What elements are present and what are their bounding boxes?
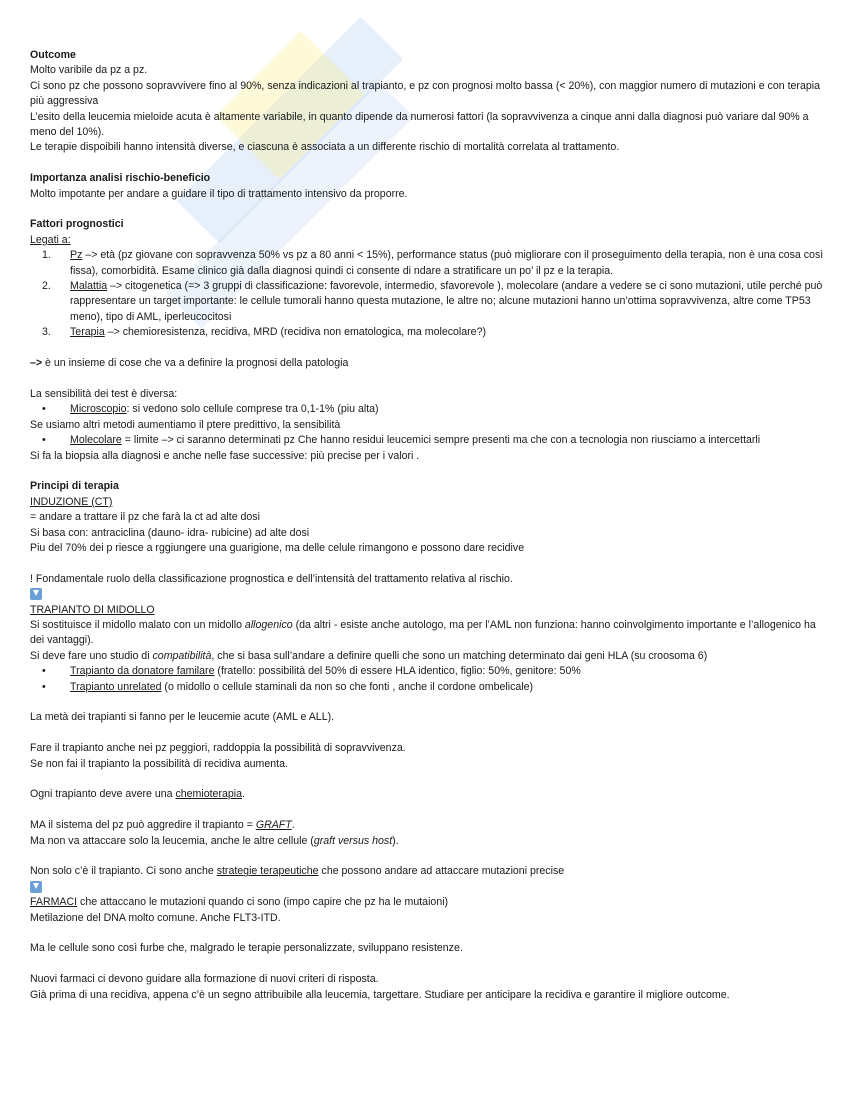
paragraph: Se non fai il trapianto la possibilità di recidiva aumenta. — [30, 757, 288, 770]
list-item: • Trapianto da donatore familare (fratello: possibilità del 50% di essere HLA identico, figlio: 50%, genitore: 50% — [42, 665, 581, 678]
paragraph: La metà dei trapianti si fanno per le leucemie acute (AML e ALL). — [30, 711, 335, 724]
paragraph: Molto varibile da pz a pz. — [30, 64, 148, 77]
document-page — [30, 48, 825, 1003]
bullet-list — [30, 402, 825, 417]
paragraph: Ma non va attaccare solo la leucemia, anche le altre cellule (graft versus host). — [30, 834, 399, 847]
paragraph: Ogni trapianto deve avere una chemioterapia. — [30, 788, 245, 801]
paragraph: Ma le cellule sono così furbe che, malgrado le terapie personalizzate, sviluppano resistenze. — [30, 942, 463, 955]
paragraph: –> è un insieme di cose che va a definire la prognosi della patologia — [30, 357, 349, 370]
list-item: 3. Terapia –> chemioresistenza, recidiva, MRD (recidiva non ematologica, ma molecolare?) — [42, 326, 486, 339]
paragraph: Già prima di una recidiva, appena c’è un segno attribuibile alla leucemia, targettare. Studiare per anticipare la recidiva e garantire il migliore outcome. — [30, 988, 730, 1001]
heading-outcome: Outcome — [30, 49, 76, 61]
list-item: • Molecolare = limite –> ci saranno determinati pz Che hanno residui leucemici sempre presenti ma che con a tecnologia non riusciamo a intercettarli — [42, 434, 761, 447]
prognostic-list — [30, 248, 825, 340]
term: Pz — [70, 249, 83, 262]
heading-risk-benefit: Importanza analisi rischio-beneficio — [30, 172, 211, 185]
paragraph: La sensibilità dei test è diversa: — [30, 387, 178, 400]
term: Terapia — [70, 326, 105, 339]
paragraph: Non solo c’è il trapianto. Ci sono anche strategie terapeutiche che possono andare ad attaccare mutazioni precise — [30, 865, 565, 878]
paragraph: Nuovi farmaci ci devono guidare alla formazione di nuovi criteri di risposta. — [30, 973, 379, 986]
down-arrow-icon — [30, 588, 42, 600]
paragraph: Piu del 70% dei p riesce a rggiungere una guarigione, ma delle celule rimangono e possono dare recidive — [30, 541, 525, 554]
paragraph: Ci sono pz che possono sopravvivere fino al 90%, senza indicazioni al trapianto, e pz con prognosi molto bassa (< 20%), con maggior numero di mutazioni e con terapia più aggressiva — [30, 79, 820, 108]
paragraph: ! Fondamentale ruolo della classificazione prognostica e dell’intensità del trattamento relativa al rischio. — [30, 572, 513, 585]
paragraph: Se usiamo altri metodi aumentiamo il ptere predittivo, la sensibilità — [30, 418, 341, 431]
paragraph: Si basa con: antraciclina (dauno- idra- rubicine) ad alte dosi — [30, 526, 310, 539]
heading-therapy-principles: Principi di terapia — [30, 480, 119, 493]
paragraph: Si fa la biopsia alla diagnosi e anche nelle fase successive: più precise per i valori . — [30, 449, 420, 462]
paragraph: FARMACI che attaccano le mutazioni quando ci sono (impo capire che pz ha le mutaioni) — [30, 896, 449, 909]
list-item: • Trapianto unrelated (o midollo o cellule staminali da non so che fonti , anche il cordone ombelicale) — [42, 680, 534, 693]
list-item: 1. Pz –> età (pz giovane con sopravvenza 50% vs pz a 80 anni < 15%), performance status (può migliorare con il proseguimento della terapia, non è una cosa così fissa), comorbidità. Esame clinico già dalla diagnosi quindi ci consente di ndare a stratificare un po’ il pz e la terapia. — [42, 249, 824, 277]
paragraph: Molto impotante per andare a guidare il tipo di trattamento intensivo da proporre. — [30, 187, 408, 200]
bullet-list — [30, 664, 825, 695]
paragraph: = andare a trattare il pz che farà la ct ad alte dosi — [30, 511, 260, 524]
paragraph: Le terapie dispoibili hanno intensità diverse, e ciascuna è associata a un differente rischio di mortalità correlata al trattamento. — [30, 141, 620, 154]
paragraph: Si deve fare uno studio di compatibilità, che si basa sull’andare a definire quelli che sono un matching determinato dai geni HLA (su croosoma 6) — [30, 649, 708, 662]
heading-prognostic-factors: Fattori prognostici — [30, 218, 124, 231]
paragraph: L’esito della leucemia mieloide acuta è altamente variabile, in quanto dipende da numerosi fattori (la sopravvivenza a cinque anni dalla diagnosi può variare dal 90% a meno del 10%). — [30, 110, 809, 139]
subheading-linked-to: Legati a: — [30, 233, 71, 246]
paragraph: Si sostituisce il midollo malato con un midollo allogenico (da altri - esiste anche autologo, ma per l’AML non funziona: hanno coinvolgimento importante e l’allogenico ha dei vantaggi). — [30, 618, 816, 647]
paragraph: MA il sistema del pz può aggredire il trapianto = GRAFT. — [30, 819, 295, 832]
subheading-induction: INDUZIONE (CT) — [30, 495, 113, 508]
term: Malattia — [70, 280, 108, 293]
paragraph: Metilazione del DNA molto comune. Anche FLT3-ITD. — [30, 911, 281, 924]
arrow-text: –> — [30, 357, 43, 370]
list-item: • Microscopio: si vedono solo cellule comprese tra 0,1-1% (piu alta) — [42, 403, 379, 416]
list-item: 2. Malattia –> citogenetica (=> 3 gruppi di classificazione: favorevole, intermedio, sfavorevole ), molecolare (andare a vedere se ci sono mutazioni, utile perché può rappresentare un target importante: le cellule tumorali hanno questa mutazione, le altre no; alcune mutazioni hanno un’ottima sopravvivenza, altre come TP53 meno), tipo di AML, iperleucocitosi — [42, 280, 823, 323]
paragraph: Fare il trapianto anche nei pz peggiori, raddoppia la possibilità di sopravvivenza. — [30, 742, 406, 755]
subheading-transplant: TRAPIANTO DI MIDOLLO — [30, 603, 155, 616]
down-arrow-icon — [30, 881, 42, 893]
bullet-list — [30, 433, 825, 448]
